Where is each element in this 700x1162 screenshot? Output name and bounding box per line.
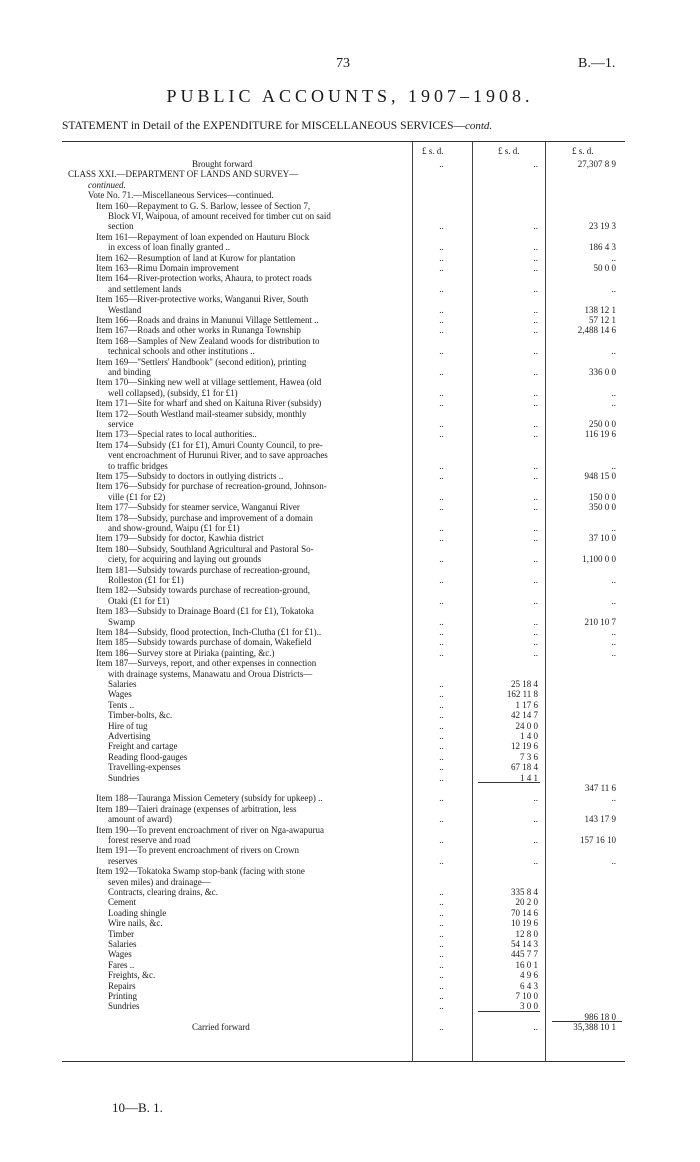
row-amount-c3: 150 0 0 <box>589 491 616 502</box>
row-description: ciety, for acquiring and laying out grounds <box>108 554 262 565</box>
row-amount-c3: .. <box>611 387 616 398</box>
row-description: ville (£1 for £2) <box>108 491 166 502</box>
row-amount-c2: .. <box>533 627 538 637</box>
row-description: Travelling-expenses <box>108 762 181 773</box>
row-description: Item 191—To prevent encroachment of rivers on Crown <box>96 845 300 856</box>
row-amount-c1: .. <box>439 398 444 409</box>
row-description: Freight and cartage <box>108 741 178 752</box>
row-amount-c1: .. <box>439 751 444 762</box>
column-header-2: £ s. d. <box>498 146 520 156</box>
row-amount-c1: .. <box>439 221 444 232</box>
row-amount-c2: .. <box>533 814 538 825</box>
row-description: and settlement lands <box>108 283 182 294</box>
row-description: Item 161—Repayment of loan expended on Hauturu Block <box>96 231 310 242</box>
row-amount-c2: 54 14 3 <box>511 939 538 949</box>
row-amount-c1: .. <box>439 346 444 357</box>
row-description: Loading shingle <box>108 907 167 918</box>
row-description: Item 187—Surveys, report, and other expenses in connection <box>96 658 317 669</box>
row-amount-c1: .. <box>439 387 444 398</box>
expenditure-table <box>62 141 625 1062</box>
row-description: amount of award) <box>108 814 172 825</box>
row-amount-c3: 336 0 0 <box>589 367 616 377</box>
row-amount-c1: .. <box>439 928 444 939</box>
column-rule <box>545 142 546 1061</box>
row-amount-c2: .. <box>533 429 538 440</box>
row-amount-c1: .. <box>439 533 444 544</box>
row-amount-c2: .. <box>533 346 538 357</box>
row-amount-c3: 986 18 0 <box>584 1011 616 1022</box>
row-amount-c1: .. <box>439 835 444 845</box>
row-description: Brought forward <box>192 159 253 169</box>
row-amount-c3: .. <box>611 647 616 658</box>
row-amount-c3: .. <box>611 523 616 533</box>
row-amount-c1: .. <box>439 502 444 513</box>
row-amount-c1: .. <box>439 554 444 565</box>
row-amount-c3: 143 17 9 <box>584 814 616 825</box>
row-amount-c2: 1 17 6 <box>515 699 538 710</box>
row-amount-c2: .. <box>533 855 538 866</box>
row-description: section <box>108 221 134 232</box>
row-description: Item 170—Sinking new well at village settlement, Hawea (old <box>96 377 322 388</box>
row-description: Item 183—Subsidy to Drainage Board (£1 for £1), Tokatoka <box>96 606 314 617</box>
column-header-1: £ s. d. <box>422 146 444 156</box>
row-amount-c3: 116 19 6 <box>584 429 616 440</box>
row-description: technical schools and other institutions .. <box>108 346 255 357</box>
row-amount-c1: .. <box>439 159 444 169</box>
row-amount-c1: .. <box>439 367 444 377</box>
row-amount-c2: 445 7 7 <box>511 949 538 960</box>
subtitle-text: STATEMENT in Detail of the EXPENDITURE for MISCELLANEOUS SERVICES— <box>62 120 465 132</box>
row-amount-c1: .. <box>439 762 444 773</box>
row-amount-c3: 210 10 7 <box>584 616 616 627</box>
row-amount-c2: 42 14 7 <box>511 710 538 721</box>
row-amount-c1: .. <box>439 720 444 731</box>
row-amount-c1: .. <box>439 471 444 481</box>
page-title: PUBLIC ACCOUNTS, 1907–1908. <box>166 86 534 106</box>
row-amount-c2: .. <box>533 221 538 232</box>
row-amount-c3: 1,100 0 0 <box>582 554 616 565</box>
row-amount-c1: .. <box>439 647 444 658</box>
row-amount-c2: .. <box>533 637 538 648</box>
row-description: Item 173—Special rates to local authorities.. <box>96 429 257 440</box>
row-amount-c2: 25 18 4 <box>511 679 538 689</box>
row-amount-c2: .. <box>533 554 538 565</box>
row-amount-c1: .. <box>439 283 444 294</box>
row-amount-c1: .. <box>439 460 444 471</box>
row-description: Item 180—Subsidy, Southland Agricultural and Pastoral So- <box>96 543 314 554</box>
row-description: service <box>108 419 134 429</box>
row-amount-c2: 70 14 6 <box>511 907 538 918</box>
row-amount-c1: .. <box>439 970 444 981</box>
row-amount-c2: 16 0 1 <box>515 959 538 970</box>
row-amount-c3: 37 10 0 <box>589 533 616 544</box>
row-amount-c3: 2,488 14 6 <box>577 325 616 336</box>
row-description: Item 169—"Settlers' Handbook" (second edition), printing <box>96 356 307 367</box>
row-description: vent encroachment of Hurunui River, and to save approaches <box>108 450 328 461</box>
row-description: Wire nails, &c. <box>108 918 163 929</box>
row-description: Wages <box>108 949 132 960</box>
row-amount-c1: .. <box>439 980 444 991</box>
row-description: Carried forward <box>192 1022 250 1033</box>
row-amount-c1: .. <box>439 325 444 336</box>
row-amount-c3: 23 19 3 <box>589 221 616 232</box>
row-amount-c2: .. <box>533 304 538 315</box>
row-description: Sundries <box>108 772 140 783</box>
row-description: Salaries <box>108 939 137 949</box>
row-amount-c2: .. <box>533 367 538 377</box>
sum-rule <box>478 782 540 783</box>
row-amount-c3: .. <box>611 575 616 585</box>
row-description: Item 182—Subsidy towards purchase of recreation-ground, <box>96 585 310 596</box>
row-amount-c2: .. <box>533 595 538 606</box>
row-amount-c1: .. <box>439 731 444 741</box>
row-amount-c2: .. <box>533 398 538 409</box>
row-amount-c2: .. <box>533 523 538 533</box>
row-description: Sundries <box>108 1001 140 1012</box>
row-description: Item 165—River-protective works, Wanganui River, South <box>96 294 309 305</box>
row-description: Repairs <box>108 980 136 991</box>
row-description: Reading flood-gauges <box>108 751 188 762</box>
row-amount-c1: .. <box>439 772 444 783</box>
row-description: Item 190—To prevent encroachment of river on Nga-awapurua <box>96 824 325 835</box>
row-amount-c1: .. <box>439 1022 444 1033</box>
row-description: Westland <box>108 304 142 315</box>
row-amount-c2: .. <box>533 616 538 627</box>
row-description: Vote No. 71.—Miscellaneous Services—continued. <box>88 190 274 201</box>
row-description: Item 160—Repayment to G. S. Barlow, lessee of Section 7, <box>96 200 311 211</box>
row-amount-c1: .. <box>439 959 444 970</box>
row-description: continued. <box>88 179 126 190</box>
row-amount-c1: .. <box>439 595 444 606</box>
row-amount-c2: .. <box>533 263 538 273</box>
row-amount-c1: .. <box>439 263 444 273</box>
subtitle-contd: contd. <box>464 120 493 132</box>
row-amount-c3: .. <box>611 346 616 357</box>
row-amount-c2: .. <box>533 325 538 336</box>
row-amount-c3: .. <box>611 627 616 637</box>
row-amount-c1: .. <box>439 419 444 429</box>
row-amount-c1: .. <box>439 1001 444 1012</box>
row-amount-c2: 10 19 6 <box>511 918 538 929</box>
row-description: Item 164—River-protection works, Ahaura, to protect roads <box>96 273 312 284</box>
row-amount-c2: 3 0 0 <box>520 1001 538 1012</box>
row-amount-c2: .. <box>533 533 538 544</box>
row-amount-c3: 57 12 1 <box>589 315 616 325</box>
row-description: Fares .. <box>108 959 135 970</box>
row-amount-c2: 12 19 6 <box>511 741 538 752</box>
row-description: with drainage systems, Manawatu and Oroua Districts— <box>108 668 313 679</box>
row-amount-c1: .. <box>439 741 444 752</box>
row-description: Item 168—Samples of New Zealand woods for distribution to <box>96 335 320 346</box>
row-amount-c2: .. <box>533 159 538 169</box>
row-description: Otaki (£1 for £1) <box>108 595 170 606</box>
row-amount-c1: .. <box>439 429 444 440</box>
row-amount-c3: 50 0 0 <box>593 263 616 273</box>
row-description: Item 178—Subsidy, purchase and improvement of a domain <box>96 512 313 523</box>
row-description: Rolleston (£1 for £1) <box>108 575 184 585</box>
row-amount-c3: 250 0 0 <box>589 419 616 429</box>
row-description: Item 186—Survey store at Piriaka (painting, &c.) <box>96 647 275 658</box>
row-amount-c3: .. <box>611 637 616 648</box>
footer-signature: 10—B. 1. <box>112 1100 163 1115</box>
row-description: Item 189—Taieri drainage (expenses of arbitration, less <box>96 803 297 814</box>
row-amount-c1: .. <box>439 242 444 253</box>
row-amount-c2: .. <box>533 647 538 658</box>
row-description: Advertising <box>108 731 151 741</box>
row-amount-c2: .. <box>533 793 538 804</box>
row-description: in excess of loan finally granted .. <box>108 242 230 253</box>
row-amount-c3: .. <box>611 283 616 294</box>
row-description: Item 177—Subsidy for steamer service, Wanganui River <box>96 502 300 513</box>
row-description: Item 181—Subsidy towards purchase of recreation-ground, <box>96 564 310 575</box>
row-description: Wages <box>108 689 132 700</box>
row-amount-c2: 4 9 6 <box>520 970 538 981</box>
row-amount-c2: .. <box>533 283 538 294</box>
row-description: Item 179—Subsidy for doctor, Kawhia district <box>96 533 264 544</box>
row-amount-c2: .. <box>533 1022 538 1033</box>
row-amount-c3: 138 12 1 <box>584 304 616 315</box>
row-description: reserves <box>108 855 138 866</box>
row-description: well collapsed), (subsidy, £1 for £1) <box>108 387 238 398</box>
row-amount-c1: .. <box>439 793 444 804</box>
sum-rule <box>552 1021 622 1022</box>
row-amount-c2: 1 4 0 <box>520 731 538 741</box>
row-amount-c2: .. <box>533 835 538 845</box>
row-description: Freights, &c. <box>108 970 156 981</box>
column-header-3: £ s. d. <box>572 146 594 156</box>
row-amount-c2: .. <box>533 471 538 481</box>
row-description: Hire of tug <box>108 720 148 731</box>
row-amount-c1: .. <box>439 814 444 825</box>
row-amount-c1: .. <box>439 949 444 960</box>
row-amount-c1: .. <box>439 627 444 637</box>
row-amount-c1: .. <box>439 252 444 263</box>
row-description: and binding <box>108 367 151 377</box>
row-description: Item 184—Subsidy, flood protection, Inch-Clutha (£1 for £1).. <box>96 627 322 637</box>
row-amount-c1: .. <box>439 897 444 908</box>
row-description: Item 172—South Westland mail-steamer subsidy, monthly <box>96 408 307 419</box>
row-amount-c1: .. <box>439 315 444 325</box>
row-amount-c3: 948 15 0 <box>584 471 616 481</box>
row-amount-c2: .. <box>533 252 538 263</box>
row-description: Salaries <box>108 679 137 689</box>
row-amount-c2: 7 10 0 <box>515 991 538 1001</box>
column-rule <box>412 142 413 1061</box>
row-amount-c2: .. <box>533 315 538 325</box>
row-amount-c2: 67 18 4 <box>511 762 538 773</box>
row-amount-c1: .. <box>439 855 444 866</box>
row-description: Item 171—Site for wharf and shed on Kaituna River (subsidy) <box>96 398 322 409</box>
row-description: Tents .. <box>108 699 135 710</box>
row-description: Item 188—Tauranga Mission Cemetery (subsidy for upkeep) .. <box>96 793 323 804</box>
row-amount-c2: 7 3 6 <box>520 751 538 762</box>
row-description: Cement <box>108 897 136 908</box>
row-amount-c3: 186 4 3 <box>589 242 616 253</box>
row-amount-c2: 162 11 8 <box>506 689 538 700</box>
row-amount-c3: 35,388 10 1 <box>573 1022 616 1033</box>
row-description: Item 163—Rimu Domain improvement <box>96 263 239 273</box>
row-amount-c2: 1 4 1 <box>520 772 538 783</box>
row-amount-c1: .. <box>439 991 444 1001</box>
row-description: Item 185—Subsidy towards purchase of domain, Wakefield <box>96 637 312 648</box>
row-amount-c2: 335 8 4 <box>511 887 538 897</box>
document-reference: B.—1. <box>578 56 616 71</box>
row-description: Item 162—Resumption of land at Kurow for plantation <box>96 252 296 263</box>
row-amount-c1: .. <box>439 907 444 918</box>
row-amount-c3: .. <box>611 855 616 866</box>
row-description: Item 174—Subsidy (£1 for £1), Amuri County Council, to pre- <box>96 439 323 450</box>
row-description: Printing <box>108 991 138 1001</box>
row-amount-c3: 157 16 10 <box>580 835 616 845</box>
row-description: Block VI, Waipoua, of amount received for timber cut on said <box>108 211 331 221</box>
row-description: Item 166—Roads and drains in Manunui Village Settlement .. <box>96 315 319 325</box>
row-amount-c2: .. <box>533 575 538 585</box>
row-amount-c1: .. <box>439 710 444 721</box>
row-amount-c1: .. <box>439 939 444 949</box>
row-amount-c2: .. <box>533 460 538 471</box>
row-description: Item 175—Subsidy to doctors in outlying districts .. <box>96 471 284 481</box>
row-amount-c2: 24 0 0 <box>515 720 538 731</box>
row-amount-c2: 6 4 3 <box>520 980 538 991</box>
row-amount-c3: 27,307 8 9 <box>577 159 616 169</box>
row-amount-c1: .. <box>439 887 444 897</box>
row-amount-c3: .. <box>611 398 616 409</box>
row-amount-c3: 347 11 6 <box>584 783 616 793</box>
row-amount-c2: .. <box>533 502 538 513</box>
row-amount-c1: .. <box>439 575 444 585</box>
row-amount-c2: .. <box>533 419 538 429</box>
row-amount-c3: .. <box>611 460 616 471</box>
row-description: to traffic bridges <box>108 460 168 471</box>
row-amount-c1: .. <box>439 699 444 710</box>
row-description: Contracts, clearing drains, &c. <box>108 887 218 897</box>
row-amount-c1: .. <box>439 689 444 700</box>
row-description: Item 192—Tokatoka Swamp stop-bank (facing with stone <box>96 866 305 877</box>
row-amount-c2: .. <box>533 491 538 502</box>
row-description: Timber-bolts, &c. <box>108 710 173 721</box>
row-amount-c2: .. <box>533 242 538 253</box>
row-amount-c1: .. <box>439 679 444 689</box>
row-description: Item 176—Subsidy for purchase of recreation-ground, Johnson- <box>96 481 327 492</box>
row-amount-c1: .. <box>439 616 444 627</box>
statement-subtitle <box>62 120 492 132</box>
page-number: 73 <box>336 56 350 71</box>
row-amount-c1: .. <box>439 918 444 929</box>
row-amount-c3: .. <box>611 595 616 606</box>
sum-rule <box>478 1011 540 1012</box>
row-description: and show-ground, Waipu (£1 for £1) <box>108 523 240 533</box>
row-amount-c3: .. <box>611 252 616 263</box>
row-amount-c3: 350 0 0 <box>589 502 616 513</box>
row-description: CLASS XXI.—DEPARTMENT OF LANDS AND SURVEY— <box>68 169 299 180</box>
row-description: Swamp <box>108 616 135 627</box>
row-description: seven miles) and drainage— <box>108 876 211 887</box>
row-description: Timber <box>108 928 135 939</box>
row-amount-c2: .. <box>533 387 538 398</box>
row-amount-c2: 20 2 0 <box>515 897 538 908</box>
row-amount-c1: .. <box>439 523 444 533</box>
row-amount-c1: .. <box>439 304 444 315</box>
row-amount-c3: .. <box>611 793 616 804</box>
row-description: forest reserve and road <box>108 835 191 845</box>
column-rule <box>472 142 473 1061</box>
row-amount-c2: 12 8 0 <box>515 928 538 939</box>
row-amount-c1: .. <box>439 491 444 502</box>
row-amount-c1: .. <box>439 637 444 648</box>
row-description: Item 167—Roads and other works in Runanga Township <box>96 325 301 336</box>
